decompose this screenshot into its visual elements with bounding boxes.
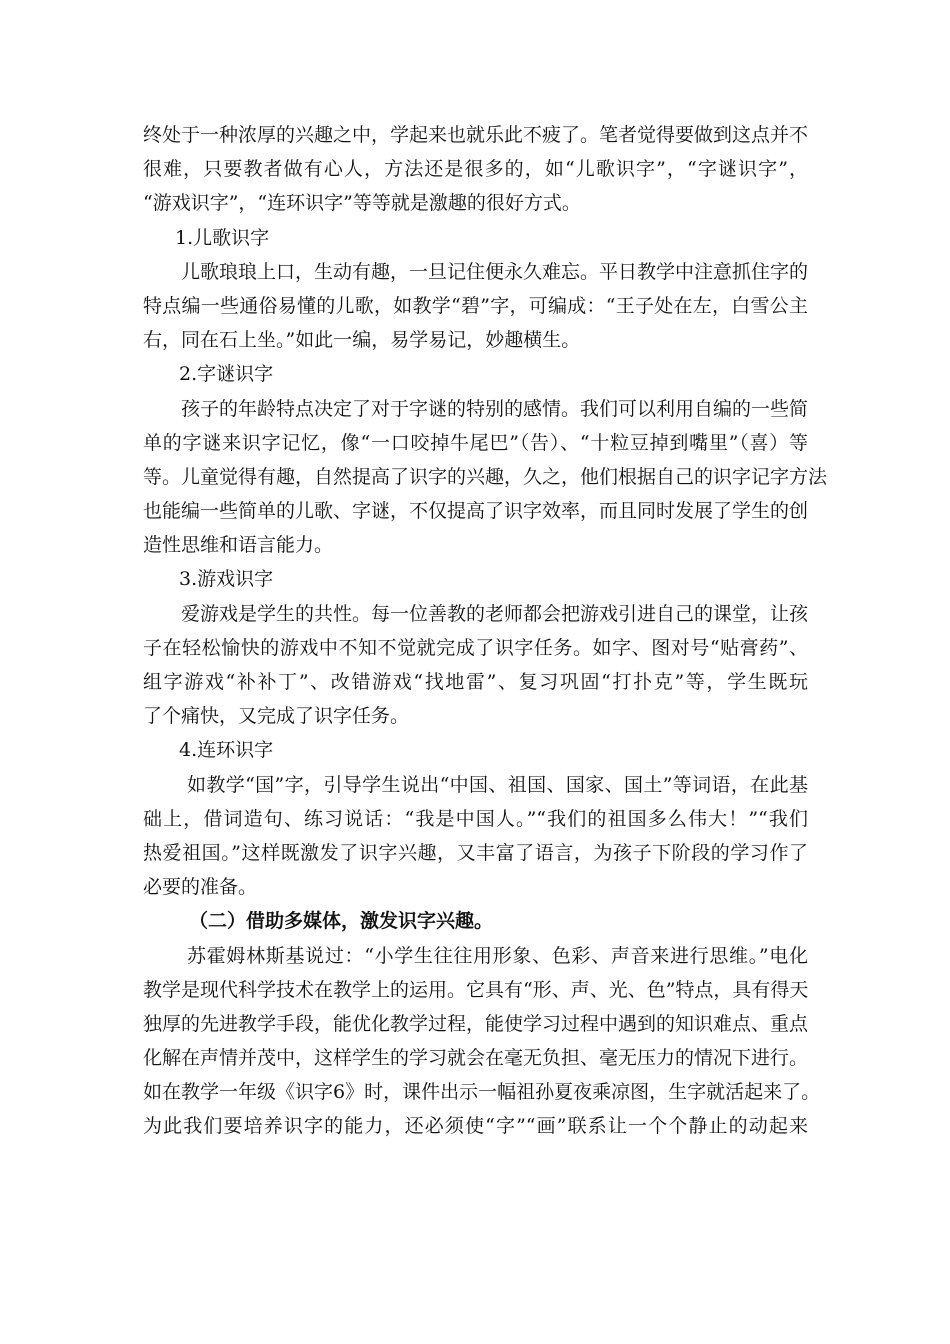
text-line: 等。儿童觉得有趣，自然提高了识字的兴趣，久之，他们根据自己的识字记字方法 <box>143 465 828 488</box>
text-line: 单的字谜来识字记忆，像“一口咬掉牛尾巴”（告）、“十粒豆掉到嘴里”（喜）等 <box>143 431 808 454</box>
text-line: 如在教学一年级《识字6》时，课件出示一幅祖孙夏夜乘凉图，生字就活起来了。 <box>143 1081 821 1104</box>
text-line: 如教学“国”字，引导学生说出“中国、祖国、国家、国土”等词语，在此基 <box>187 773 808 796</box>
section-heading-bold: （二）借助多媒体，激发识字兴趣。 <box>189 910 494 933</box>
section-heading-2: 2.字谜识字 <box>179 363 274 386</box>
text-line: 孩子的年龄特点决定了对于字谜的特别的感情。我们可以利用自编的一些简 <box>181 397 809 420</box>
text-line: 组字游戏“补补丁”、改错游戏“找地雷”、复习巩固“打扑克”等，学生既玩 <box>143 671 808 693</box>
text-line: 爱游戏是学生的共性。每一位善教的老师都会把游戏引进自己的课堂，让孩 <box>181 602 809 625</box>
text-line: 化解在声情并茂中，这样学生的学习就会在毫无负担、毫无压力的情况下进行。 <box>143 1047 809 1070</box>
text-line: 很难，只要教者做有心人，方法还是很多的，如“儿歌识字”，“字谜识字”， <box>143 158 808 181</box>
text-line: 为此我们要培养识字的能力，还必须使“字”“画”联系让一个个静止的动起来 <box>143 1115 808 1138</box>
text-line: 造性思维和语言能力。 <box>143 534 334 557</box>
text-line: “游戏识字”，“连环识字”等等就是激趣的很好方式。 <box>143 192 581 215</box>
document-body <box>143 118 828 1144</box>
text-line: 础上，借词造句、练习说话：“我是中国人。”“我们的祖国多么伟大！”“我们 <box>143 807 808 830</box>
text-line: 教学是现代科学技术在教学上的运用。它具有“形、声、光、色”特点，具有得天 <box>143 978 809 1001</box>
text-line: 特点编一些通俗易懂的儿歌，如教学“碧”字，可编成：“王子处在左，白雪公主 <box>143 294 808 317</box>
text-line: 右，同在石上坐。”如此一编，易学易记，妙趣横生。 <box>143 329 581 352</box>
text-line: 必要的准备。 <box>143 876 258 899</box>
text-line: 儿歌琅琅上口，生动有趣，一旦记住便永久难忘。平日教学中注意抓住字的 <box>181 260 809 283</box>
text-line: 了个痛快，又完成了识字任务。 <box>143 705 410 728</box>
section-heading-3: 3.游戏识字 <box>179 568 274 591</box>
text-line: 独厚的先进教学手段，能优化教学过程，能使学习过程中遇到的知识难点、重点 <box>143 1012 809 1035</box>
section-heading-4: 4.连环识字 <box>179 739 274 762</box>
text-line: 子在轻松愉快的游戏中不知不觉就完成了识字任务。如字、图对号“贴膏药”、 <box>143 636 808 659</box>
text-line: 终处于一种浓厚的兴趣之中，学起来也就乐此不疲了。笔者觉得要做到这点并不 <box>143 124 809 146</box>
text-line: 热爱祖国。”这样既激发了识字兴趣，又丰富了语言，为孩子下阶段的学习作了 <box>143 841 808 864</box>
text-line: 苏霍姆林斯基说过：“小学生往往用形象、色彩、声音来进行思维。”电化 <box>187 944 808 967</box>
text-line: 也能编一些简单的儿歌、字谜，不仅提高了识字效率，而且同时发展了学生的创 <box>143 500 809 523</box>
section-heading-1: 1.儿歌识字 <box>175 226 270 249</box>
